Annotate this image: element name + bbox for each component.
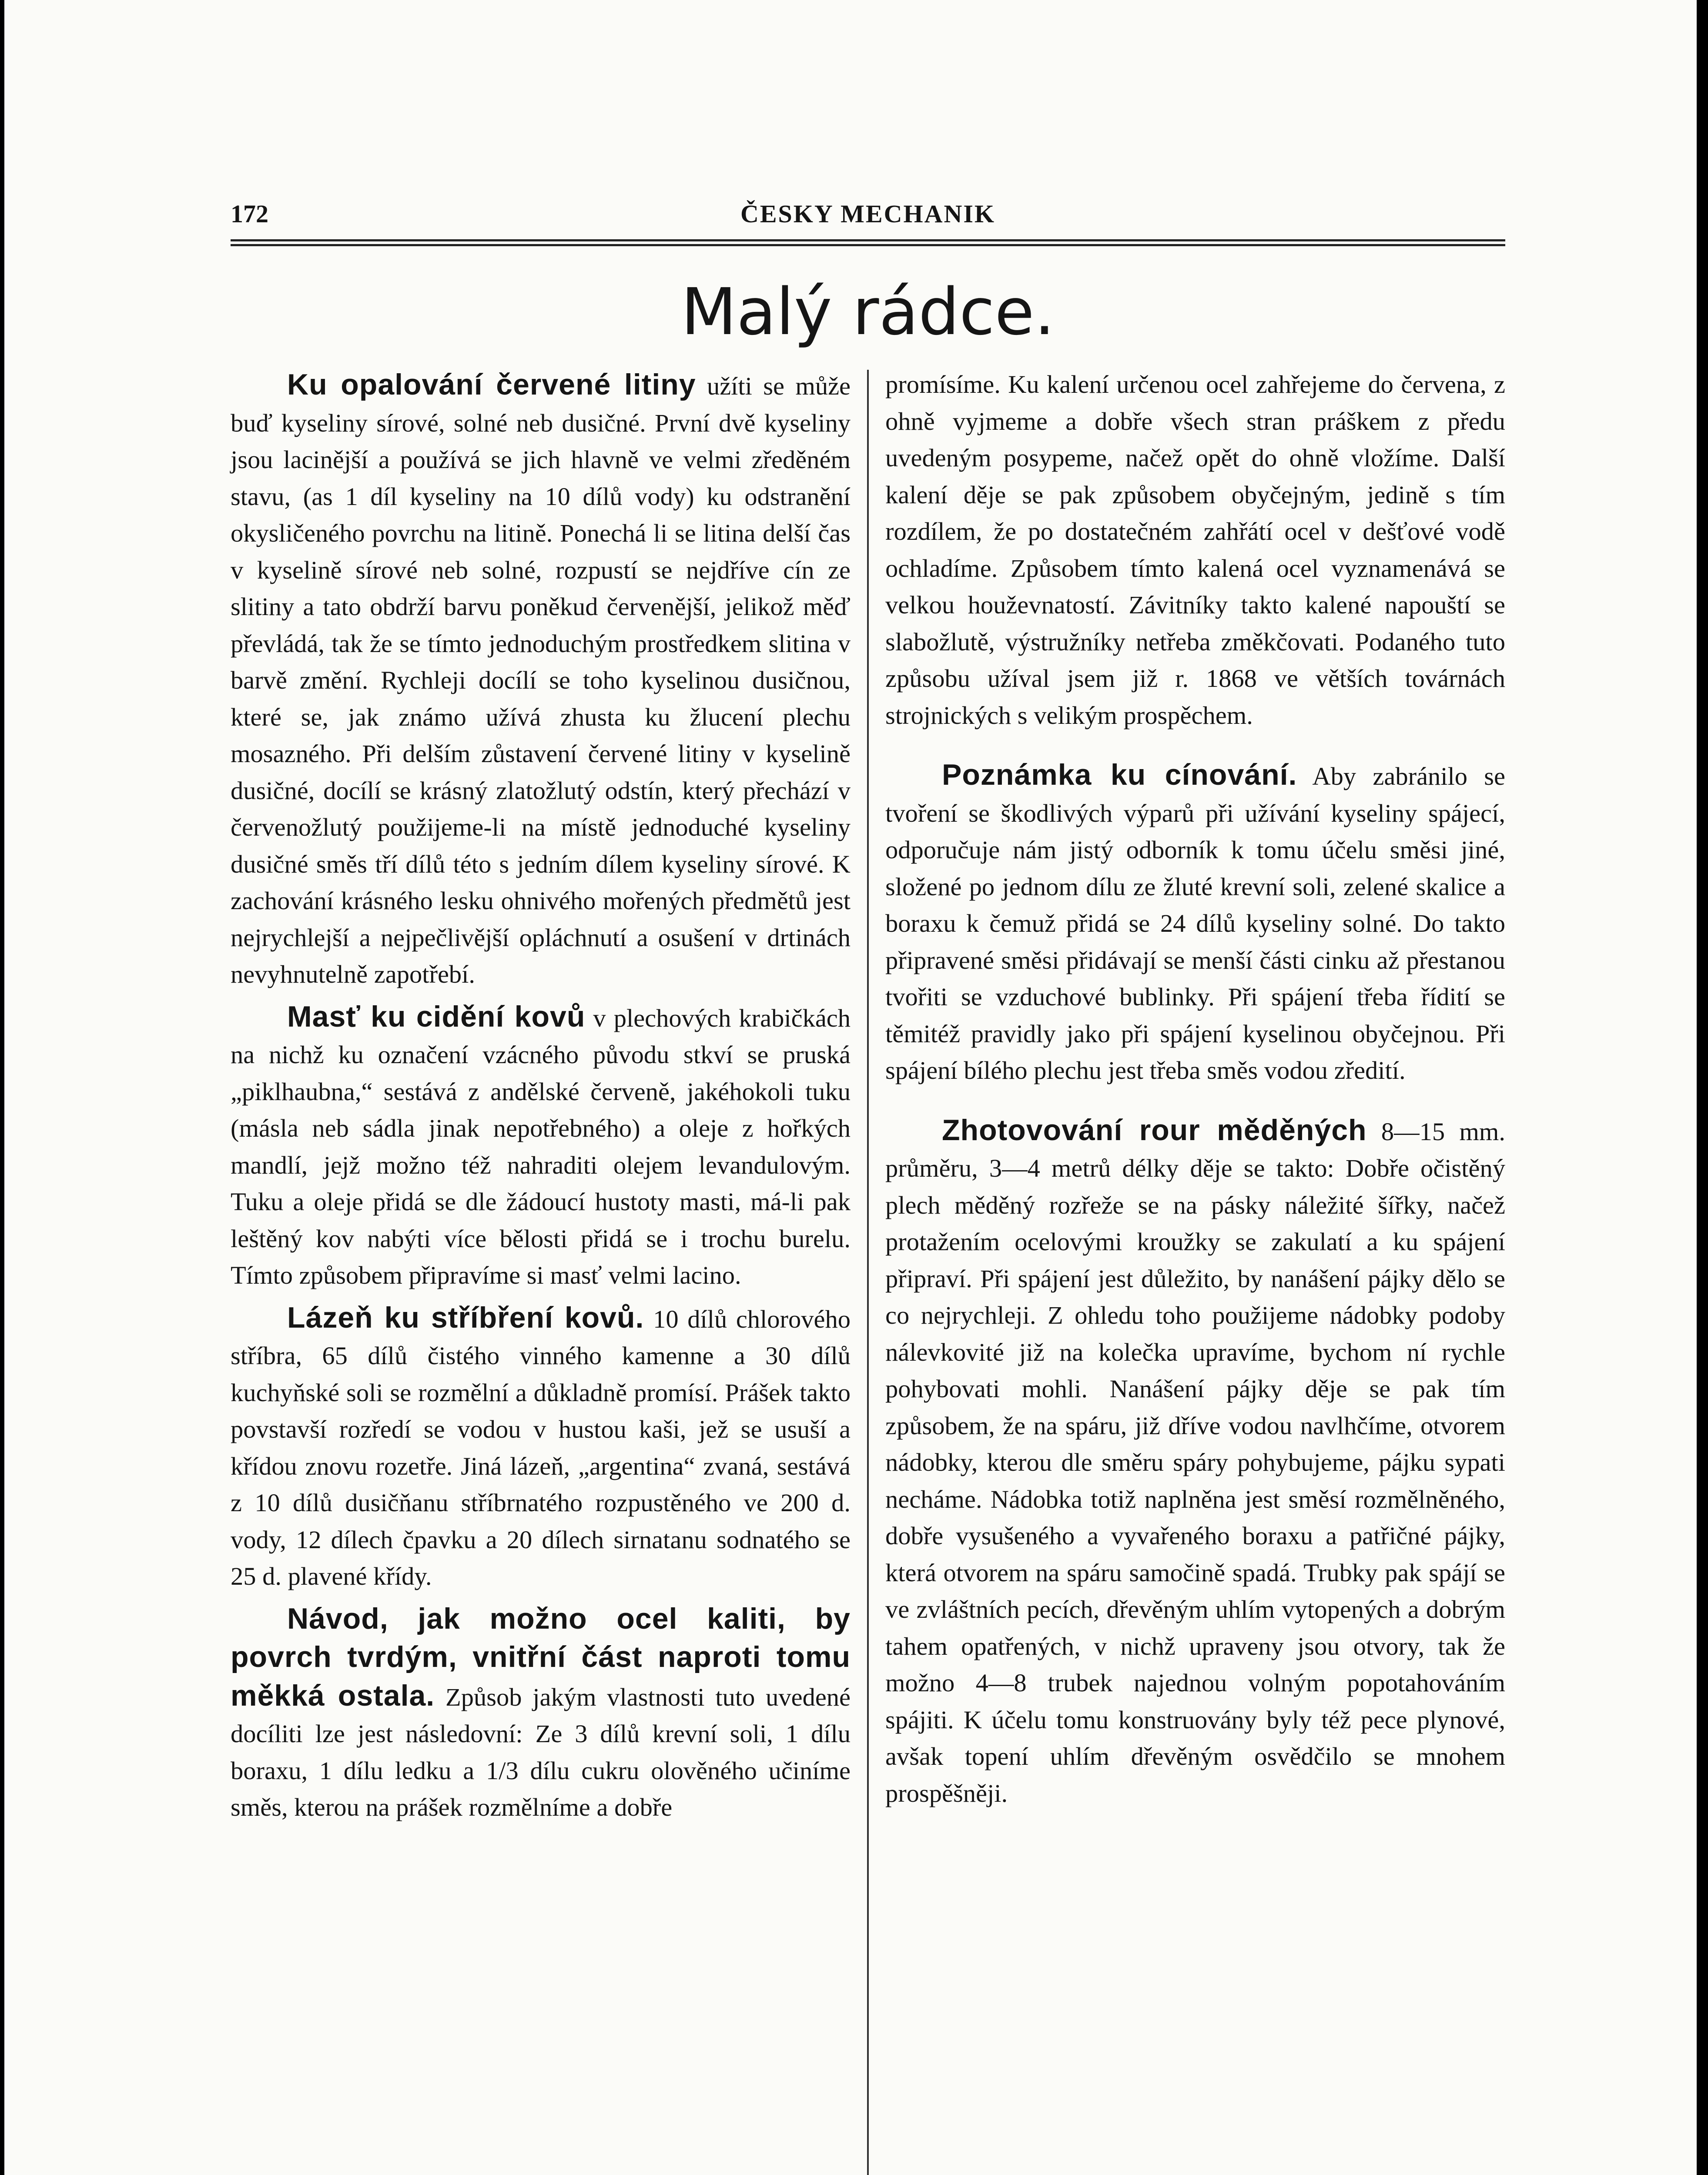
section-title: Malý rádce. <box>681 274 1055 349</box>
article-navod-continued <box>885 366 1505 734</box>
article-body: v plechových krabičkách na nichž ku označení vzácného původu stkví se pruská „piklhaubna,“ sestává z andělské červeně, jakéhokoli tuku (másla neb sádla jinak nepotřebného) a oleje z hořkých mandlí, jejž možno též nahraditi olejem levandulovým. Tuku a oleje přidá se dle žádoucí hustoty masti, má-li pak leštěný kov nabýti více bělosti přidá se i trochu burelu. Tímto způsobem připravíme si masť velmi lacino. <box>231 1004 851 1289</box>
article-body: promísíme. Ku kalení určenou ocel zahřejeme do červena, z ohně vyjmeme a dobře všech stran práškem z předu uvedeným posypeme, načež opět do ohně vložíme. Další kalení děje se pak způsobem obyčejným, jedině s tím rozdílem, že po dostatečném zahřátí ocel v dešťové vodě ochladíme. Způsobem tímto kalená ocel vyznamenává se velkou houževnatostí. Závitníky takto kalené napouští se slabožlutě, výstružníky netřeba změkčovati. Podaného tuto způsobu užíval jsem již r. 1868 ve větších továrnách strojnických s velikým prospěchem. <box>885 370 1505 729</box>
article-opalovani <box>231 366 851 993</box>
article-heading: Lázeň ku stříbření kovů. <box>287 1301 644 1334</box>
header-double-rule <box>231 239 1505 246</box>
article-mast <box>231 998 851 1294</box>
article-heading: Zhotovování rour měděných <box>942 1113 1367 1147</box>
left-column <box>231 366 851 1826</box>
article-body: 10 dílů chlorového stříbra, 65 dílů čistého vinného kamenne a 30 dílů kuchyňské soli se rozmělní a důkladně promísí. Prášek takto povstavší rozředí se vodou v hustou kaši, jež se usuší a křídou znovu rozetře. Jiná lázeň, „argentina“ zvaná, sestává z 10 dílů dusičňanu stříbrnatého rozpustěného ve 200 d. vody, 12 dílech čpavku a 20 dílech sirnatanu sodnatého se 25 d. plavené křídy. <box>231 1305 851 1590</box>
article-roury <box>885 1112 1505 1812</box>
article-body: užíti se může buď kyseliny sírové, solné neb dusičné. První dvě kyseliny jsou lacinější a používá se jich hlavně ve velmi zředěném stavu, (as 1 díl kyseliny na 10 dílů vody) ku odstranění okysličeného povrchu na litině. Ponechá li se litina delší čas v kyselině sírové neb solné, rozpustí se nejdříve cín ze slitiny a tato obdrží barvu poněkud červenější, jelikož měď převládá, tak že se tímto jednoduchým prostředkem slitina v barvě změní. Rychleji docílí se toho kyselinou dusičnou, které se, jak známo užívá zhusta ku žlucení plechu mosazného. Při delším zůstavení červené litiny v kyselině dusičné, docílí se krásný zlatožlutý odstín, který přechází v červenožlutý použijeme-li na místě jednoduché kyseliny dusičné směs tří dílů této s jedním dílem kyseliny sírové. K zachování krásného lesku ohnivého mořených předmětů jest nejrychlejší a nejpečlivější opláchnutí a osušení v drtinách nevyhnutelně zapotřebí. <box>231 372 851 988</box>
journal-title: ČESKY MECHANIK <box>740 200 996 228</box>
page-number: 172 <box>231 200 268 228</box>
column-divider <box>867 370 869 2175</box>
document-page <box>4 0 1697 2175</box>
article-body: 8—15 mm. průměru, 3—4 metrů délky děje se takto: Dobře očistěný plech měděný rozřeže se na pásky náležité šířky, načež protažením ocelovými kroužky se zakulatí a ku spájení připraví. Při spájení jest důležito, by nanášení pájky dělo se co nejrychleji. Z ohledu toho použijeme nádobky podoby nálevkovité již na kolečka upravíme, bychom ní rychle pohybovati mohli. Nanášení pájky děje se pak tím způsobem, že na spáru, již dříve vodou navlhčíme, otvorem nádobky, kterou dle směru spáry pohybujeme, pájku sypati necháme. Nádobka totiž naplněna jest směsí rozmělněného, dobře vysušeného a vyvařeného boraxu a patřičné pájky, která otvorem na spáru samočině spadá. Trubky pak spájí se ve zvláštních pecích, dřevěným uhlím vytopených a dobrým tahem opatřených, v nichž upraveny jsou otvory, tak že možno 4—8 trubek najednou volným popotahováním spájiti. K účelu tomu konstruovány byly též pece plynové, avšak topení uhlím dřevěným osvědčilo se mnohem prospěšněji. <box>885 1117 1505 1807</box>
article-navod <box>231 1600 851 1826</box>
page-header <box>231 199 1505 234</box>
article-heading: Návod, jak možno ocel kaliti, by povrch tvrdým, vnitřní část naproti tomu měkká ostala. <box>231 1602 851 1712</box>
article-heading: Ku opalování červené litiny <box>287 368 696 401</box>
article-heading: Masť ku cidění kovů <box>287 1000 586 1033</box>
article-body: Způsob jakým vlastnosti tuto uvedené docíliti lze jest následovní: Ze 3 dílů krevní soli, 1 dílu boraxu, 1 dílu ledku a 1/3 dílu cukru olověného učiníme směs, kterou na prášek rozmělníme a dobře <box>231 1683 851 1821</box>
right-column <box>885 366 1505 1812</box>
article-body: Aby zabránilo se tvoření se škodlivých výparů při užívání kyseliny spájecí, odporučuje nám jistý odborník k tomu účelu směsi jiné, složené po jednom dílu ze žluté krevní soli, zelené skalice a boraxu k čemuž přidá se 24 dílů kyseliny solné. Do takto připravené směsi přidávají se menší části cinku až přestanou tvořiti se vzduchové bublinky. Při spájení třeba řídití se těmitéž pravidly jako při spájení kyselinou obyčejnou. Při spájení bílého plechu jest třeba směs vodou zředití. <box>885 762 1505 1084</box>
article-poznamka <box>885 756 1505 1089</box>
article-lazen <box>231 1299 851 1595</box>
article-heading: Poznámka ku cínování. <box>942 758 1297 791</box>
